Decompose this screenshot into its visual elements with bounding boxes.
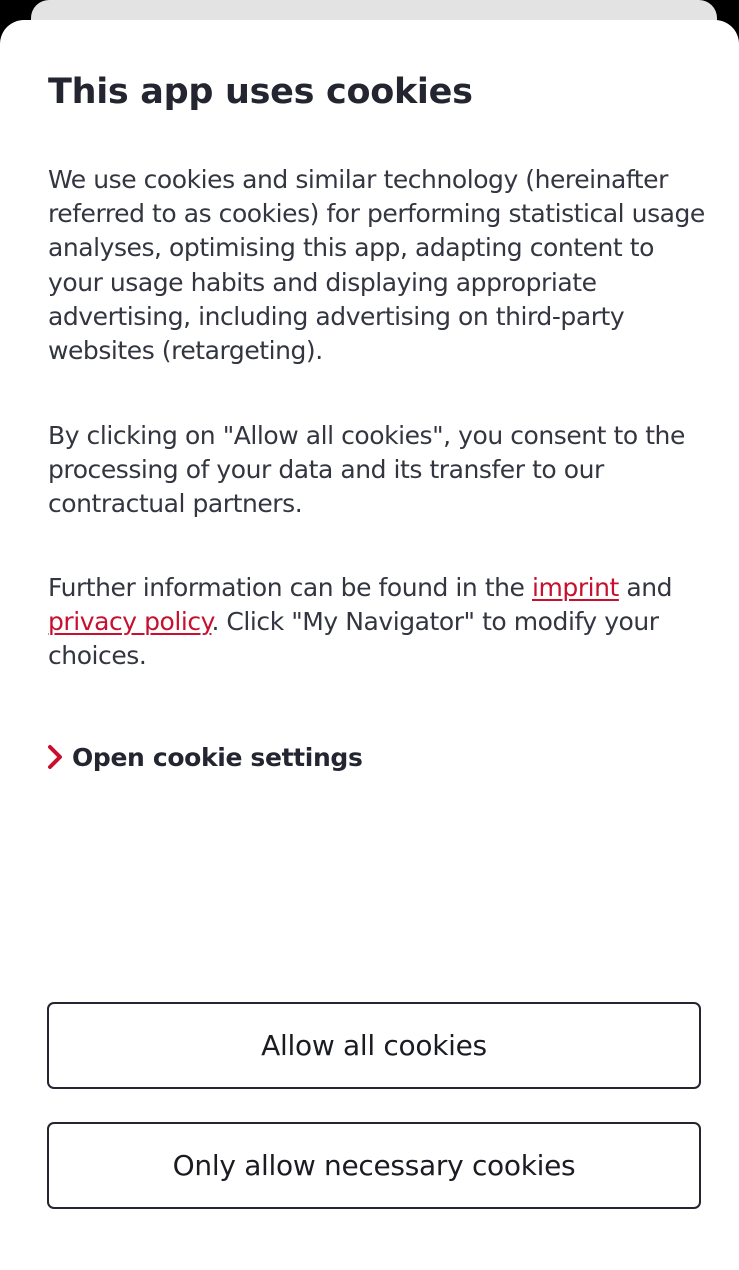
- info-text-before: Further information can be found in the: [48, 573, 532, 602]
- info-text-between: and: [618, 573, 673, 602]
- dialog-title: This app uses cookies: [48, 72, 473, 112]
- privacy-policy-link[interactable]: privacy policy: [48, 607, 212, 637]
- open-cookie-settings-link[interactable]: [45, 737, 363, 777]
- imprint-link[interactable]: imprint: [532, 573, 619, 602]
- intro-paragraph: We use cookies and similar technology (hereinafter referred to as cookies) for performing statistical usage analyses, optimising this app, adapting content to your usage habits and displaying appropriate advertising, including advertising on third-party websites (retargeting).: [48, 165, 705, 366]
- info-paragraph: [48, 571, 708, 674]
- necessary-only-label: Only allow necessary cookies: [172, 1149, 576, 1182]
- consent-paragraph: By clicking on "Allow all cookies", you consent to the processing of your data and its transfer to our contractual partners.: [48, 421, 685, 519]
- allow-necessary-cookies-button[interactable]: [47, 1122, 701, 1209]
- allow-all-label: Allow all cookies: [261, 1029, 487, 1062]
- cookie-consent-sheet: [0, 20, 739, 1270]
- allow-all-cookies-button[interactable]: [47, 1002, 701, 1089]
- chevron-right-icon: [45, 743, 67, 771]
- cookie-settings-label: Open cookie settings: [72, 742, 363, 772]
- info-text-after: . Click "My Navigator" to modify your choices.: [48, 607, 659, 671]
